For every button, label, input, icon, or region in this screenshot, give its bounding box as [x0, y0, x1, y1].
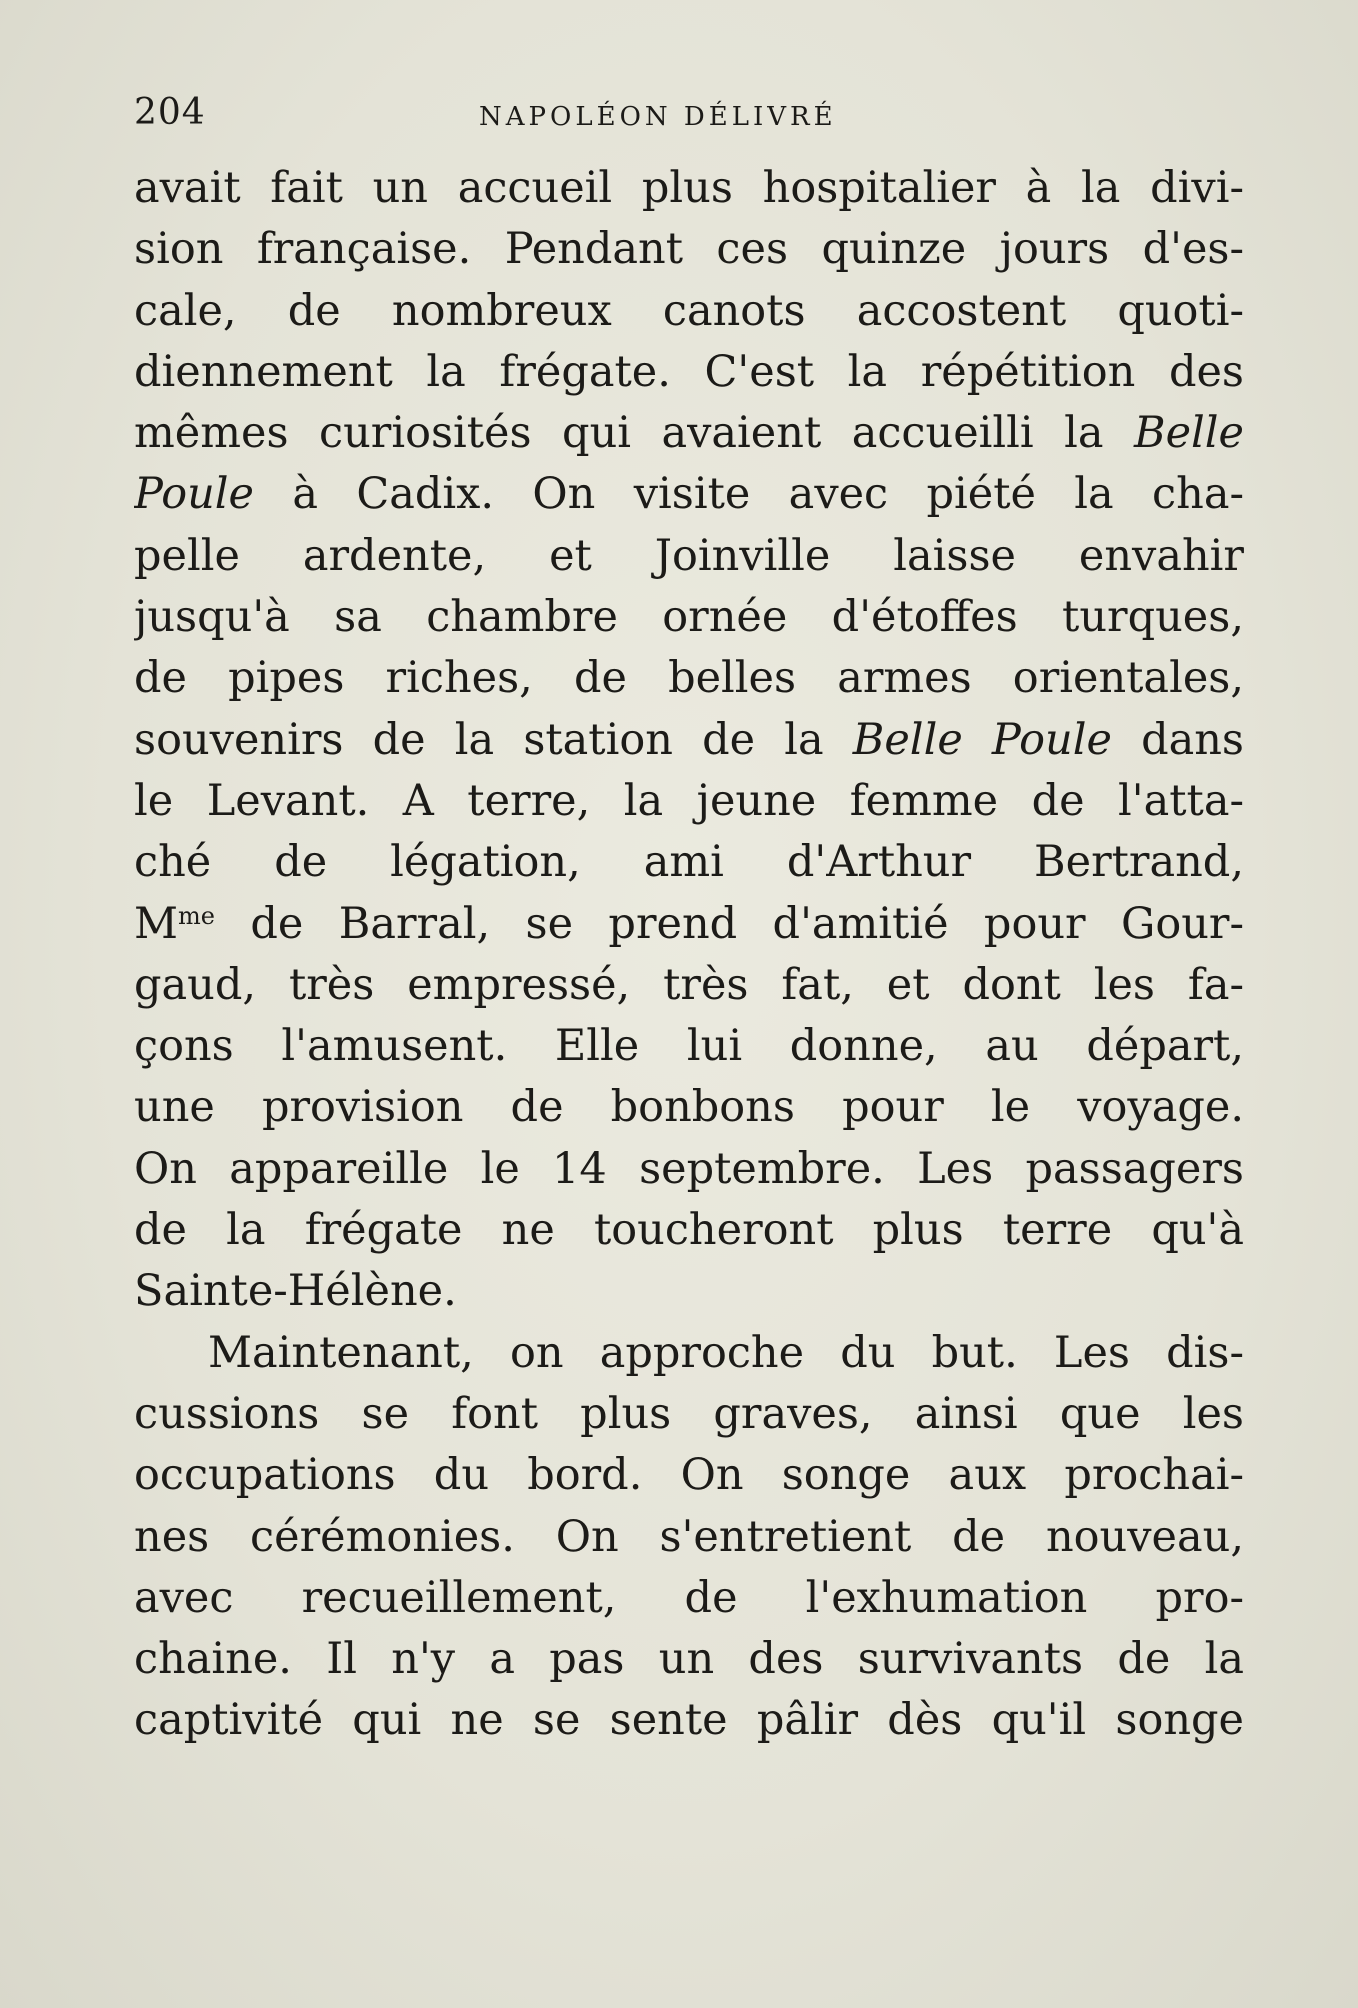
text-line: chaine. Il n'y a pas un des survivants de la [134, 1634, 1244, 1685]
text-line: gaud, très empressé, très fat, et dont les fa- [134, 959, 1244, 1010]
text-line: occupations du bord. On songe aux prochai- [134, 1450, 1244, 1501]
text-line: avait fait un accueil plus hospitalier à la divi- [134, 163, 1244, 213]
body-text [134, 158, 1244, 1752]
text-line [134, 710, 1244, 771]
text-line: sion française. Pendant ces quinze jours d'es- [134, 224, 1244, 275]
text-line [134, 894, 1244, 955]
text-line: cussions se font plus graves, ainsi que les [134, 1388, 1244, 1439]
text-line: Sainte-Hélène. [134, 1266, 457, 1317]
text-segment: M [134, 898, 179, 949]
italic-ship-name: Belle Poule [852, 714, 1112, 765]
text-line: avec recueillement, de l'exhumation pro- [134, 1572, 1244, 1623]
text-line: On appareille le 14 septembre. Les passagers [134, 1143, 1244, 1194]
text-segment: mêmes curiosités qui avaient accueilli la [134, 408, 1134, 459]
text-line: de la frégate ne toucheront plus terre qu'à [134, 1205, 1244, 1256]
italic-ship-name: Belle [1134, 408, 1244, 459]
text-line: jusqu'à sa chambre ornée d'étoffes turques, [134, 592, 1244, 643]
text-line: cale, de nombreux canots accostent quoti- [134, 285, 1244, 336]
text-line [134, 464, 1244, 525]
text-line: de pipes riches, de belles armes orientales, [134, 653, 1244, 704]
text-line: captivité qui ne se sente pâlir dès qu'il songe [134, 1695, 1244, 1746]
text-segment: dans [1111, 714, 1244, 765]
text-segment: de Barral, se prend d'amitié pour Gour- [215, 898, 1244, 949]
text-line: diennement la frégate. C'est la répétition des [134, 346, 1244, 397]
page-number: 204 [134, 92, 206, 133]
text-line: nes cérémonies. On s'entretient de nouveau, [134, 1511, 1244, 1562]
text-line: une provision de bonbons pour le voyage. [134, 1082, 1244, 1133]
running-title: NAPOLÉON DÉLIVRÉ [479, 102, 837, 132]
superscript: me [178, 901, 215, 930]
page-header [134, 92, 1244, 142]
text-line [134, 403, 1244, 464]
text-line: ché de légation, ami d'Arthur Bertrand, [134, 837, 1244, 888]
text-segment: souvenirs de la station de la [134, 714, 853, 765]
text-line: pelle ardente, et Joinville laisse envahir [134, 530, 1244, 581]
text-line: çons l'amusent. Elle lui donne, au départ, [134, 1021, 1244, 1072]
text-line: le Levant. A terre, la jeune femme de l'atta- [134, 775, 1244, 826]
text-line: Maintenant, on approche du but. Les dis- [208, 1327, 1244, 1378]
text-segment: à Cadix. On visite avec piété la cha- [253, 469, 1244, 520]
italic-ship-name: Poule [134, 469, 254, 520]
